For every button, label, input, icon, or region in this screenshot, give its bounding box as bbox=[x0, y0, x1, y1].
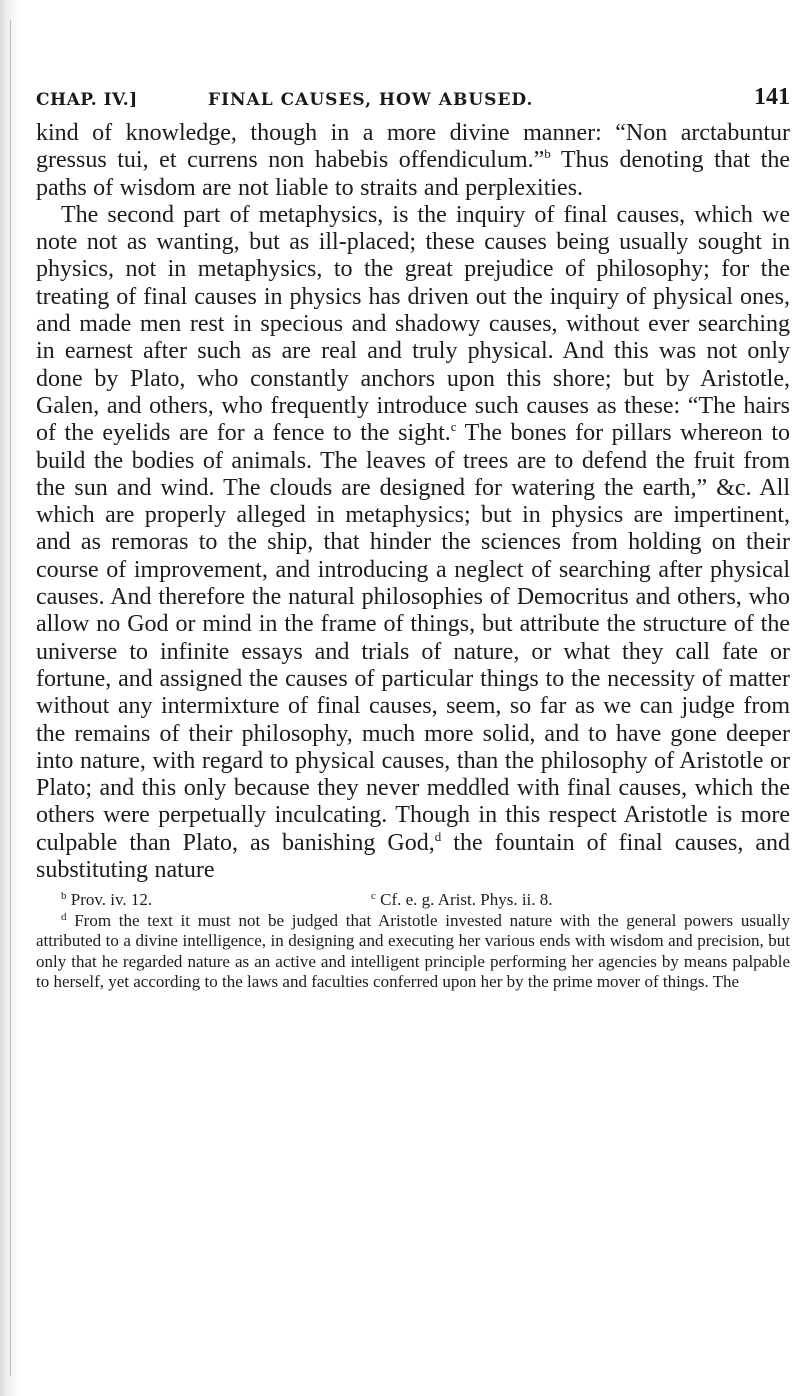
paragraph-text: The second part of metaphysics, is the inquiry of final causes, which we note not as wanting, but as ill-placed; these causes being usually sought in physics, not in metaphysics, to the great prejudice of philosophy; for the treating of final causes in physics has driven out the inquiry of physical ones, and made men rest in specious and shadowy causes, without ever searching in earnest after such as are real and truly physical. And this was not only done by Plato, who constantly anchors upon this shore; but by Aristotle, Galen, and others, who frequently introduce such causes as these: “The hairs of the eyelids are for a fence to the sight. bbox=[36, 201, 790, 447]
footnote-c bbox=[371, 890, 553, 911]
running-head bbox=[36, 76, 790, 116]
footnote-label-b: b bbox=[61, 890, 67, 903]
footnote-b bbox=[61, 890, 371, 911]
paragraph-text: the fountain of final causes, and substituting nature bbox=[36, 829, 791, 884]
book-page bbox=[36, 76, 790, 993]
footnote-text: Prov. iv. 12. bbox=[66, 890, 153, 910]
footnote-text: From the text it must not be judged that Aristotle invested nature with the general powers usually attributed to a divine intelligence, in designing and executing her various ends with wisdom and precision, but only that he regarded nature as an active and intelligent principle performing her agencies by means palpable to herself, yet according to the laws and faculties conferred upon her by the prime mover of things. The bbox=[36, 910, 790, 992]
footnote-text: Cf. e. g. Arist. Phys. ii. 8. bbox=[375, 890, 553, 910]
footnote-marker-d: d bbox=[434, 828, 442, 844]
footnote-marker-b: b bbox=[544, 146, 551, 162]
body-text bbox=[36, 120, 790, 884]
footnotes bbox=[36, 890, 790, 993]
binding-gutter bbox=[0, 0, 22, 1396]
chapter-label: CHAP. IV.] bbox=[36, 90, 138, 110]
binding-edge-line bbox=[10, 20, 11, 1376]
paragraph-final-causes bbox=[36, 202, 790, 884]
footnote-marker-c: c bbox=[450, 419, 457, 435]
footnote-row bbox=[36, 890, 790, 911]
page-number: 141 bbox=[754, 84, 790, 110]
footnote-d bbox=[36, 911, 790, 993]
paragraph-text: kind of knowledge, though in a more divine manner: “Non arctabuntur gressus tui, et currens non habebis offendiculum.” bbox=[36, 120, 790, 174]
paragraph-text: Thus denoting that the paths of wisdom are not liable to straits and perplexities. bbox=[36, 147, 790, 201]
paragraph-continued bbox=[36, 120, 790, 202]
paragraph-text: The bones for pillars whereon to build the bodies of animals. The leaves of trees are to defend the fruit from the sun and wind. The clouds are designed for watering the earth,” &c. All which are properly alleged in metaphysics; but in physics are impertinent, and as remoras to the ship, that hinder the sciences from holding on their course of improvement, and introducing a neglect of searching after physical causes. And therefore the natural philosophies of Democritus and others, who allow no God or mind in the frame of things, but attribute the structure of the universe to infinite essays and trials of nature, or what they call fate or fortune, and assigned the causes of particular things to the necessity of matter without any intermixture of final causes, seem, so far as we can judge from the remains of their philosophy, much more solid, and to have gone deeper into nature, with regard to physical causes, than the philosophy of Aristotle or Plato; and this only because they never meddled with final causes, which the others were perpetually inculcating. Though in this respect Aristotle is more culpable than Plato, as banishing God, bbox=[36, 420, 790, 856]
footnote-label-d: d bbox=[61, 910, 67, 923]
running-title: FINAL CAUSES, HOW ABUSED. bbox=[208, 90, 534, 110]
footnote-label-c: c bbox=[371, 890, 376, 903]
